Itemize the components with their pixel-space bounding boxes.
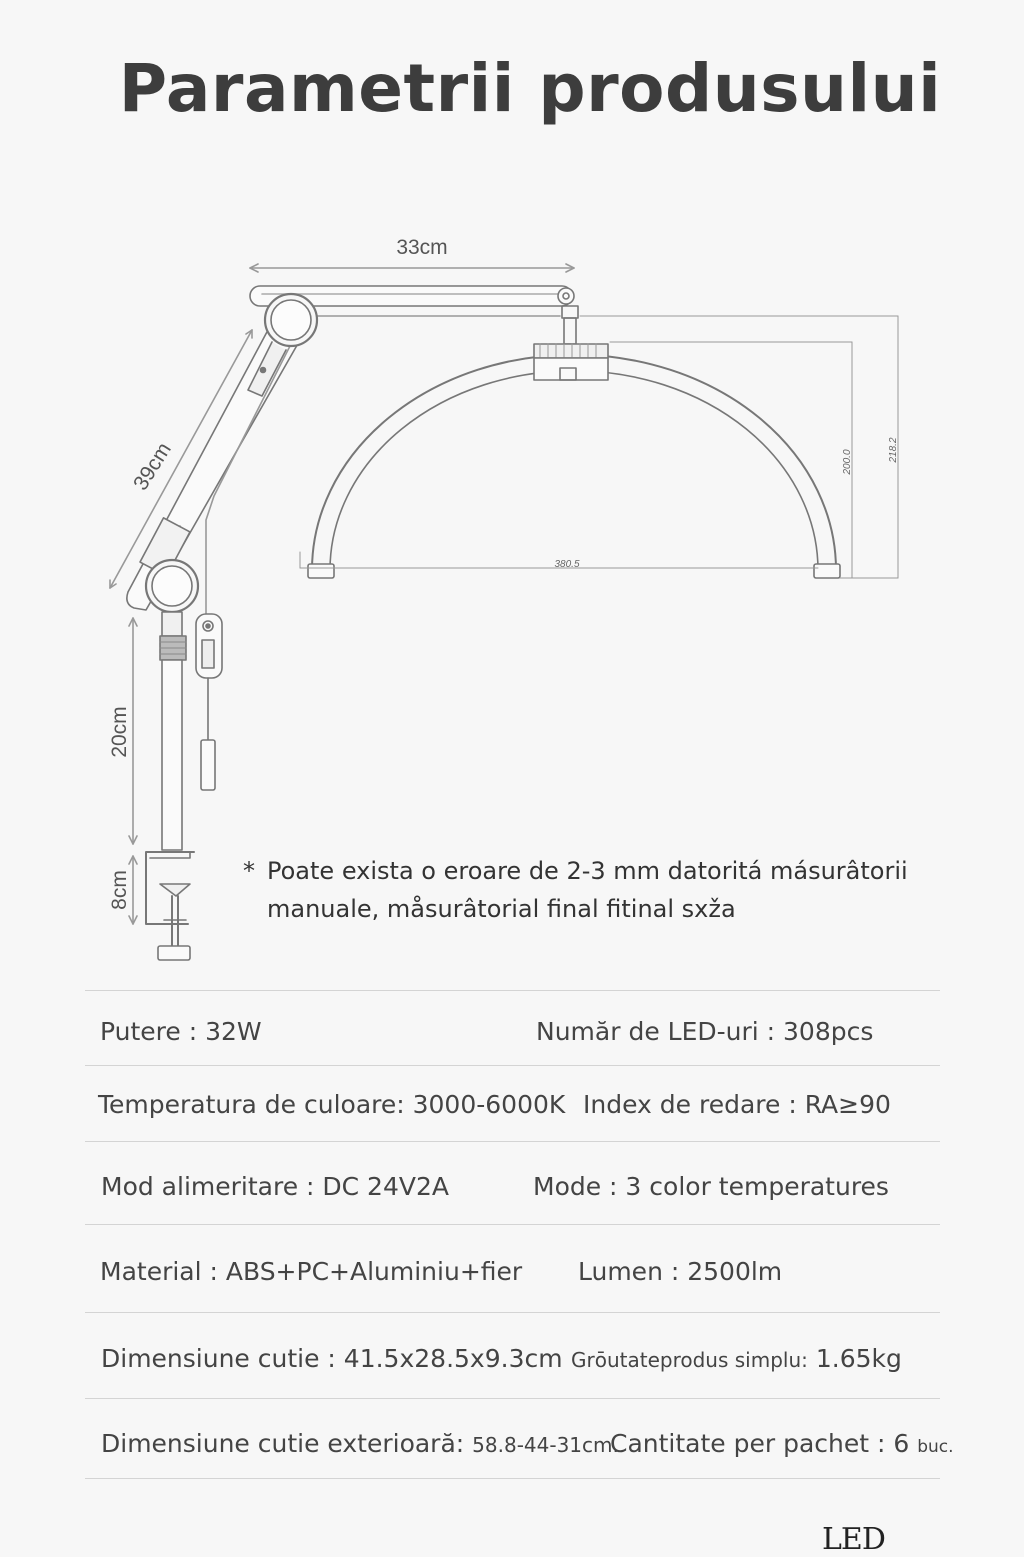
clamp [146, 852, 194, 960]
spec-package-quantity [610, 1429, 954, 1458]
top-joint [265, 294, 317, 346]
dimension-label-pole: 20cm [108, 706, 131, 758]
spec-package-value: 6 [893, 1429, 918, 1458]
brand-logo: LED [822, 1522, 885, 1557]
controller [196, 614, 222, 790]
spec-weight-label-a: Grōutate [571, 1348, 660, 1372]
spec-led-count: Număr de LED-uri : 308pcs [536, 1017, 874, 1046]
spec-row [85, 1224, 940, 1313]
pole [160, 612, 186, 850]
spec-render-index: Index de redare : RA≥90 [583, 1090, 891, 1119]
spec-row [85, 1065, 940, 1142]
spec-weight-value: 1.65kg [807, 1344, 902, 1373]
spec-row [85, 1312, 940, 1399]
spec-row [85, 990, 940, 1066]
ring-lamp [308, 344, 840, 578]
spec-outer-box-value: 58.8-44-31cm. [472, 1433, 619, 1457]
dimension-label-top: 33cm [396, 236, 448, 259]
spec-color-temperature: Temperatura de culoare: 3000-6000K [98, 1090, 566, 1119]
dimension-label-clamp: 8cm [108, 870, 131, 910]
measurement-note [243, 852, 943, 928]
dimension-label-lamp-height-outer: 218.2 [888, 437, 899, 463]
spec-box-size: Dimensiune cutie : 41.5x28.5x9.3cm [101, 1344, 563, 1373]
spec-row [85, 1398, 954, 1479]
spec-lumen: Lumen : 2500lm [578, 1257, 783, 1286]
spec-power: Putere : 32W [100, 1017, 262, 1046]
note-text: Poate exista o eroare de 2-3 mm datoritá másurâtorii manuale, måsurâtorial final fitinal sxža [267, 857, 908, 923]
page-title: Parametrii produsului [118, 50, 942, 127]
spec-outer-box-label: Dimensiune cutie exterioară: [101, 1429, 473, 1458]
lower-joint [146, 560, 198, 612]
dimension-line-top [250, 264, 574, 272]
note-asterisk: * [243, 857, 255, 885]
dimension-label-lamp-height-inner: 200.0 [842, 449, 853, 475]
spec-power-supply: Mod alimeritare : DC 24V2A [101, 1172, 449, 1201]
spec-package-unit: buc. [917, 1437, 954, 1457]
spec-outer-box-size [101, 1429, 619, 1458]
dimension-label-diagonal: 39cm [129, 438, 176, 495]
dimension-label-lamp-width: 380.5 [554, 559, 580, 570]
spec-package-label: Cantitate per pachet : [610, 1429, 894, 1458]
spec-material: Material : ABS+PC+Aluminiu+fier [100, 1257, 523, 1286]
spec-mode: Mode : 3 color temperatures [533, 1172, 889, 1201]
spec-row [85, 1141, 940, 1225]
spec-weight [571, 1344, 902, 1373]
spec-weight-label-b: produs simplu: [659, 1348, 808, 1372]
